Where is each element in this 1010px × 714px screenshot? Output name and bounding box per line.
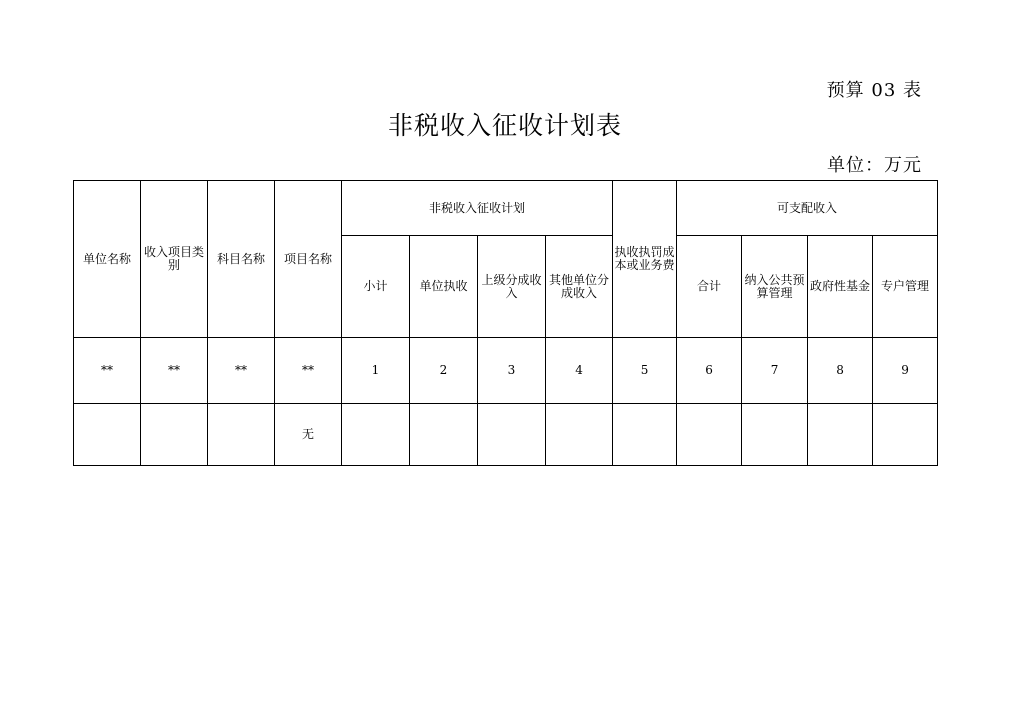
table-cell bbox=[141, 404, 208, 466]
table-cell: 1 bbox=[342, 338, 410, 404]
header-unit-collection: 单位执收 bbox=[410, 236, 478, 338]
table-cell: 无 bbox=[275, 404, 342, 466]
table-cell: 9 bbox=[873, 338, 938, 404]
index-row bbox=[74, 338, 938, 404]
table-cell: 6 bbox=[677, 338, 742, 404]
table-cell bbox=[613, 404, 677, 466]
header-unit-name: 单位名称 bbox=[74, 181, 141, 338]
table-cell bbox=[478, 404, 546, 466]
header-subject-name: 科目名称 bbox=[208, 181, 275, 338]
header-disposable-income: 可支配收入 bbox=[677, 181, 938, 236]
header-project-name: 项目名称 bbox=[275, 181, 342, 338]
table-cell: 2 bbox=[410, 338, 478, 404]
header-public-budget: 纳入公共预算管理 bbox=[742, 236, 808, 338]
header-special-account: 专户管理 bbox=[873, 236, 938, 338]
table-cell: ** bbox=[275, 338, 342, 404]
header-other-share: 其他单位分成收入 bbox=[546, 236, 613, 338]
header-collection-plan: 非税收入征收计划 bbox=[342, 181, 613, 236]
table-cell bbox=[342, 404, 410, 466]
table-cell bbox=[808, 404, 873, 466]
header-enforcement-cost: 执收执罚成本或业务费 bbox=[613, 181, 677, 338]
header-income-category: 收入项目类别 bbox=[141, 181, 208, 338]
table-cell bbox=[74, 404, 141, 466]
table-cell bbox=[410, 404, 478, 466]
unit-label: 单位：万元 bbox=[827, 155, 922, 176]
form-number: 预算 03 表 bbox=[826, 80, 922, 101]
table-row bbox=[74, 404, 938, 466]
table-cell: 7 bbox=[742, 338, 808, 404]
header-gov-fund: 政府性基金 bbox=[808, 236, 873, 338]
table-cell: 4 bbox=[546, 338, 613, 404]
table-cell: 8 bbox=[808, 338, 873, 404]
table-cell bbox=[873, 404, 938, 466]
collection-plan-table bbox=[73, 180, 938, 466]
table-cell: ** bbox=[208, 338, 275, 404]
header-subtotal: 小计 bbox=[342, 236, 410, 338]
page-title: 非税收入征收计划表 bbox=[387, 111, 622, 140]
header-row-1 bbox=[74, 181, 938, 236]
header-upper-share: 上级分成收入 bbox=[478, 236, 546, 338]
table-cell: 5 bbox=[613, 338, 677, 404]
table-cell bbox=[208, 404, 275, 466]
header-total: 合计 bbox=[677, 236, 742, 338]
table-cell: ** bbox=[74, 338, 141, 404]
table-cell bbox=[742, 404, 808, 466]
table-cell: ** bbox=[141, 338, 208, 404]
table-cell: 3 bbox=[478, 338, 546, 404]
table-cell bbox=[677, 404, 742, 466]
table-cell bbox=[546, 404, 613, 466]
